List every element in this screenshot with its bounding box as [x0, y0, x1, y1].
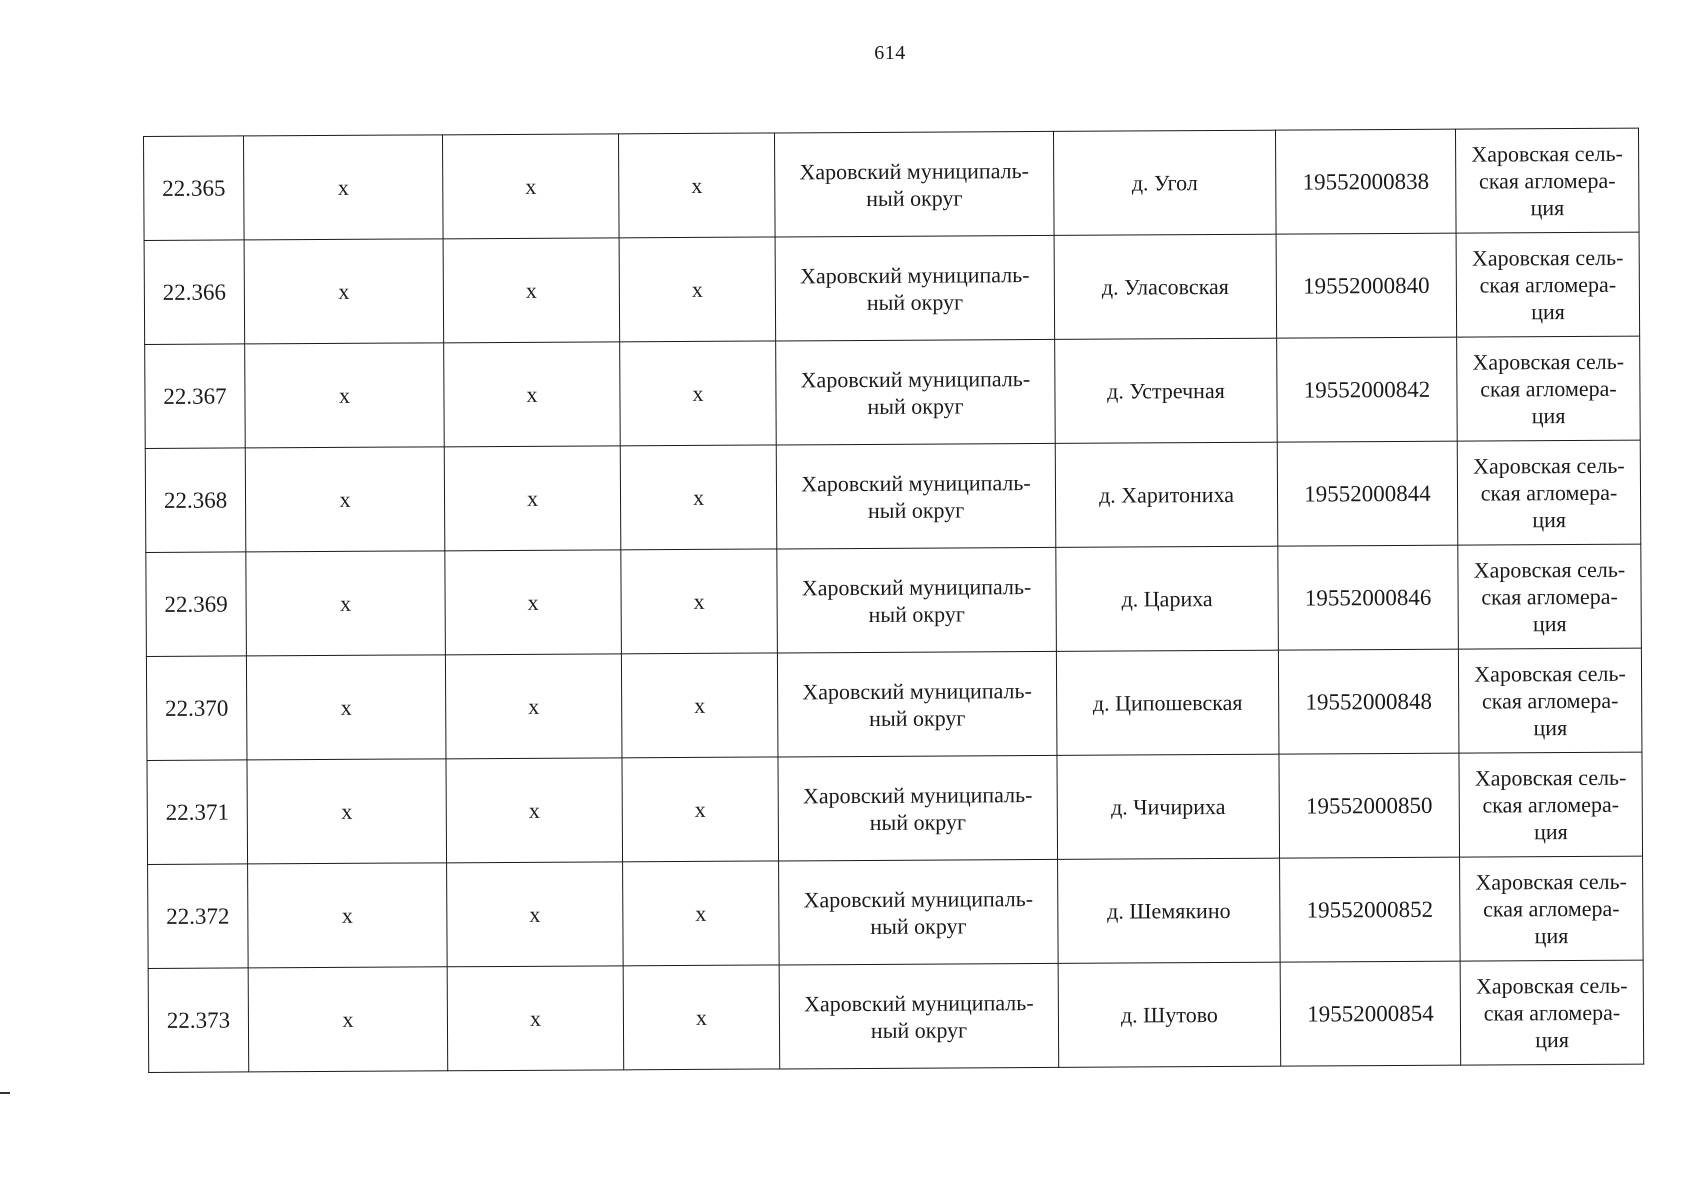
municipal-district — [775, 235, 1055, 341]
agglomeration-line-2: ская агломера- — [1482, 791, 1620, 818]
settlement-code: 19552000846 — [1278, 545, 1459, 650]
row-number: 22.368 — [145, 448, 246, 553]
table-row — [148, 856, 1644, 968]
settlement-code: 19552000838 — [1275, 129, 1456, 234]
settlement-name: д. Харитониха — [1055, 442, 1278, 547]
district-line-1: Харовский муниципаль- — [804, 989, 1034, 1016]
column-4-value: x — [623, 861, 780, 966]
settlement-code: 19552000844 — [1277, 441, 1458, 546]
agglomeration — [1458, 544, 1642, 649]
column-2-value: x — [247, 759, 447, 864]
column-4-value: x — [620, 445, 777, 550]
column-4-value: x — [618, 133, 775, 238]
district-line-2: ный округ — [867, 496, 965, 523]
district-line-2: ный округ — [868, 600, 965, 627]
table-row — [146, 648, 1642, 760]
settlement-code: 19552000842 — [1277, 337, 1458, 442]
settlement-code: 19552000850 — [1279, 753, 1460, 858]
column-3-value: x — [444, 446, 621, 551]
agglomeration-line-3: ция — [1534, 923, 1569, 949]
agglomeration-line-1: Харовская сель- — [1474, 660, 1626, 687]
agglomeration — [1459, 752, 1643, 857]
row-number: 22.367 — [145, 344, 246, 449]
column-3-value: x — [445, 654, 622, 759]
page-number: 614 — [874, 42, 906, 64]
margin-mark — [0, 1092, 10, 1094]
column-4-value: x — [623, 965, 780, 1070]
agglomeration-line-2: ская агломера- — [1481, 687, 1619, 714]
table-row — [144, 232, 1640, 344]
agglomeration-line-2: ская агломера- — [1480, 375, 1617, 402]
agglomeration-line-3: ция — [1533, 715, 1568, 741]
agglomeration-line-2: ская агломера- — [1483, 895, 1620, 922]
agglomeration-line-1: Харовская сель- — [1471, 244, 1624, 271]
agglomeration — [1456, 232, 1640, 337]
settlement-code: 19552000854 — [1280, 961, 1461, 1066]
row-number: 22.365 — [144, 136, 245, 241]
municipal-district — [779, 859, 1059, 965]
settlement-name: д. Шемякино — [1058, 858, 1281, 963]
agglomeration-line-3: ция — [1533, 819, 1568, 845]
district-line-2: ный округ — [866, 288, 964, 315]
table-body — [144, 128, 1644, 1072]
agglomeration-line-1: Харовская сель- — [1474, 764, 1627, 791]
agglomeration-line-1: Харовская сель- — [1475, 972, 1628, 999]
row-number: 22.370 — [146, 656, 247, 761]
column-2-value: x — [246, 655, 446, 760]
district-line-2: ный округ — [869, 808, 967, 835]
agglomeration-line-3: ция — [1531, 403, 1566, 429]
column-4-value: x — [621, 653, 778, 758]
agglomeration — [1460, 960, 1644, 1065]
district-line-1: Харовский муниципаль- — [800, 365, 1031, 392]
settlement-name: д. Устречная — [1055, 338, 1278, 443]
table-row — [144, 128, 1640, 240]
agglomeration — [1457, 336, 1641, 441]
column-3-value: x — [445, 550, 622, 655]
table-row — [146, 544, 1642, 656]
table-row — [148, 960, 1644, 1072]
settlement-name: д. Чичириха — [1057, 754, 1280, 859]
agglomeration-line-3: ция — [1532, 507, 1567, 533]
agglomeration-line-2: ская агломера- — [1478, 167, 1616, 194]
column-3-value: x — [447, 862, 624, 967]
settlement-name: д. Цариха — [1056, 546, 1279, 651]
agglomeration — [1460, 856, 1644, 961]
settlement-name: д. Угол — [1053, 130, 1276, 235]
settlement-name: д. Уласовская — [1054, 234, 1277, 339]
settlement-name: д. Ципошевская — [1056, 650, 1279, 755]
column-2-value: x — [245, 447, 445, 552]
row-number: 22.371 — [147, 760, 248, 865]
row-number: 22.372 — [148, 864, 249, 969]
agglomeration-line-1: Харовская сель- — [1473, 452, 1625, 479]
agglomeration-line-3: ция — [1535, 1027, 1569, 1053]
district-line-2: ный округ — [870, 1016, 968, 1043]
row-number: 22.369 — [146, 552, 247, 657]
column-3-value: x — [442, 134, 619, 239]
agglomeration-line-2: ская агломера- — [1483, 999, 1621, 1026]
column-3-value: x — [447, 966, 624, 1071]
settlement-code: 19552000848 — [1278, 649, 1459, 754]
row-number: 22.373 — [148, 968, 249, 1073]
district-line-1: Харовский муниципаль- — [802, 781, 1033, 808]
district-line-2: ный округ — [867, 392, 964, 419]
row-number: 22.366 — [144, 240, 245, 345]
column-2-value: x — [246, 551, 446, 656]
municipal-district — [779, 963, 1059, 1069]
column-2-value: x — [244, 135, 444, 240]
agglomeration-line-3: ция — [1531, 299, 1565, 325]
district-line-1: Харовский муниципаль- — [799, 261, 1030, 288]
column-3-value: x — [444, 342, 621, 447]
settlements-table — [143, 128, 1644, 1073]
district-line-2: ный округ — [866, 184, 963, 211]
column-3-value: x — [443, 238, 620, 343]
column-2-value: x — [248, 967, 448, 1072]
settlement-code: 19552000840 — [1276, 233, 1457, 338]
district-line-2: ный округ — [870, 912, 967, 939]
municipal-district — [776, 443, 1056, 549]
district-line-1: Харовский муниципаль- — [801, 573, 1032, 600]
column-2-value: x — [245, 343, 445, 448]
column-4-value: x — [622, 757, 779, 862]
municipal-district — [778, 755, 1058, 861]
district-line-2: ный округ — [869, 704, 966, 731]
agglomeration — [1457, 440, 1641, 545]
agglomeration-line-3: ция — [1530, 195, 1565, 221]
column-2-value: x — [248, 863, 448, 968]
table-row — [145, 440, 1641, 552]
agglomeration-line-1: Харовская сель- — [1472, 348, 1625, 375]
agglomeration-line-1: Харовская сель- — [1473, 556, 1626, 583]
district-line-1: Харовский муниципаль- — [801, 469, 1031, 496]
column-2-value: x — [244, 239, 444, 344]
column-4-value: x — [619, 237, 776, 342]
agglomeration-line-2: ская агломера- — [1479, 271, 1617, 298]
municipal-district — [774, 131, 1054, 237]
column-4-value: x — [621, 549, 778, 654]
agglomeration-line-1: Харовская сель- — [1475, 868, 1628, 895]
district-line-1: Харовский муниципаль- — [802, 677, 1032, 704]
agglomeration-line-2: ская агломера- — [1481, 583, 1618, 610]
column-3-value: x — [446, 758, 623, 863]
agglomeration-line-3: ция — [1532, 611, 1567, 637]
municipal-district — [777, 651, 1057, 757]
municipal-district — [776, 339, 1056, 445]
settlement-code: 19552000852 — [1280, 857, 1461, 962]
column-4-value: x — [620, 341, 777, 446]
table-row — [147, 752, 1643, 864]
municipal-district — [777, 547, 1057, 653]
district-line-1: Харовский муниципаль- — [803, 885, 1034, 912]
agglomeration-line-2: ская агломера- — [1480, 479, 1618, 506]
settlement-name: д. Шутово — [1058, 962, 1281, 1067]
table-row — [145, 336, 1641, 448]
agglomeration — [1458, 648, 1642, 753]
district-line-1: Харовский муниципаль- — [799, 157, 1030, 184]
agglomeration — [1455, 128, 1639, 233]
agglomeration-line-1: Харовская сель- — [1471, 140, 1623, 167]
